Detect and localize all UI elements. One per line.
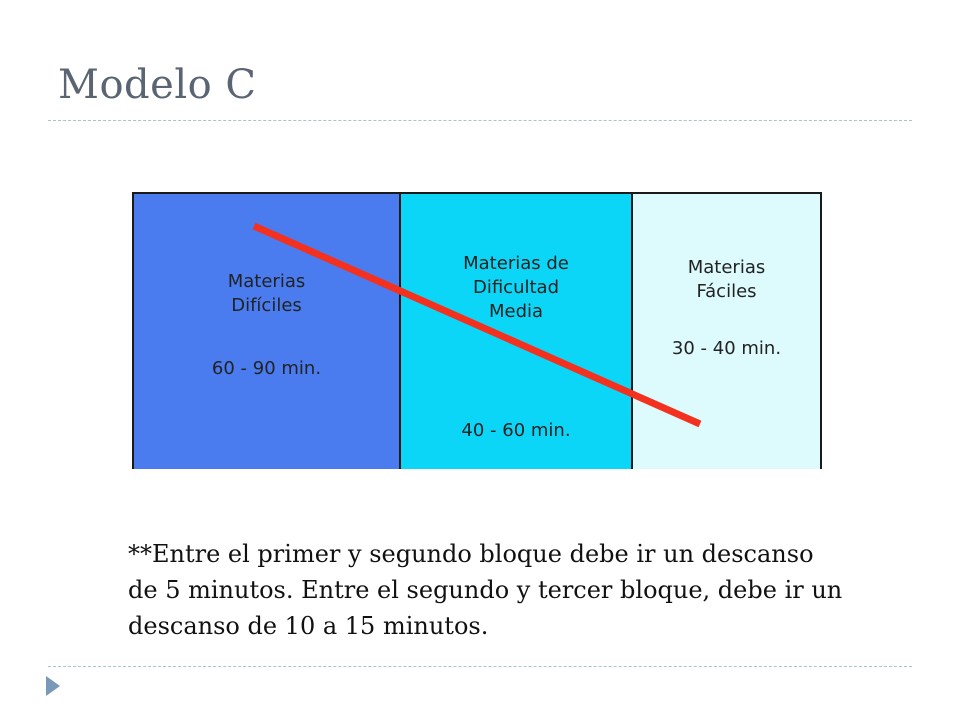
- footer-divider: [48, 666, 912, 667]
- study-blocks-diagram: [132, 192, 822, 469]
- block-easy-time: 30 - 40 min.: [671, 338, 782, 359]
- block-easy-label: Materias Fáciles: [687, 257, 766, 302]
- slide-title: Modelo C: [58, 62, 257, 108]
- block-medium-time: 40 - 60 min.: [461, 420, 571, 441]
- difficulty-trend-line: [134, 194, 822, 469]
- triangle-bullet-icon: [46, 676, 60, 696]
- block-medium-label: Materias de Dificultad Media: [463, 253, 569, 322]
- title-divider: [48, 120, 912, 121]
- block-difficult-time: 60 - 90 min.: [211, 358, 322, 379]
- block-difficult-label: Materias Difíciles: [227, 271, 306, 316]
- break-note: **Entre el primer y segundo bloque debe ir un descanso de 5 minutos. Entre el segundo y tercer bloque, debe ir un descanso de 10 a 15 minutos.: [128, 540, 843, 640]
